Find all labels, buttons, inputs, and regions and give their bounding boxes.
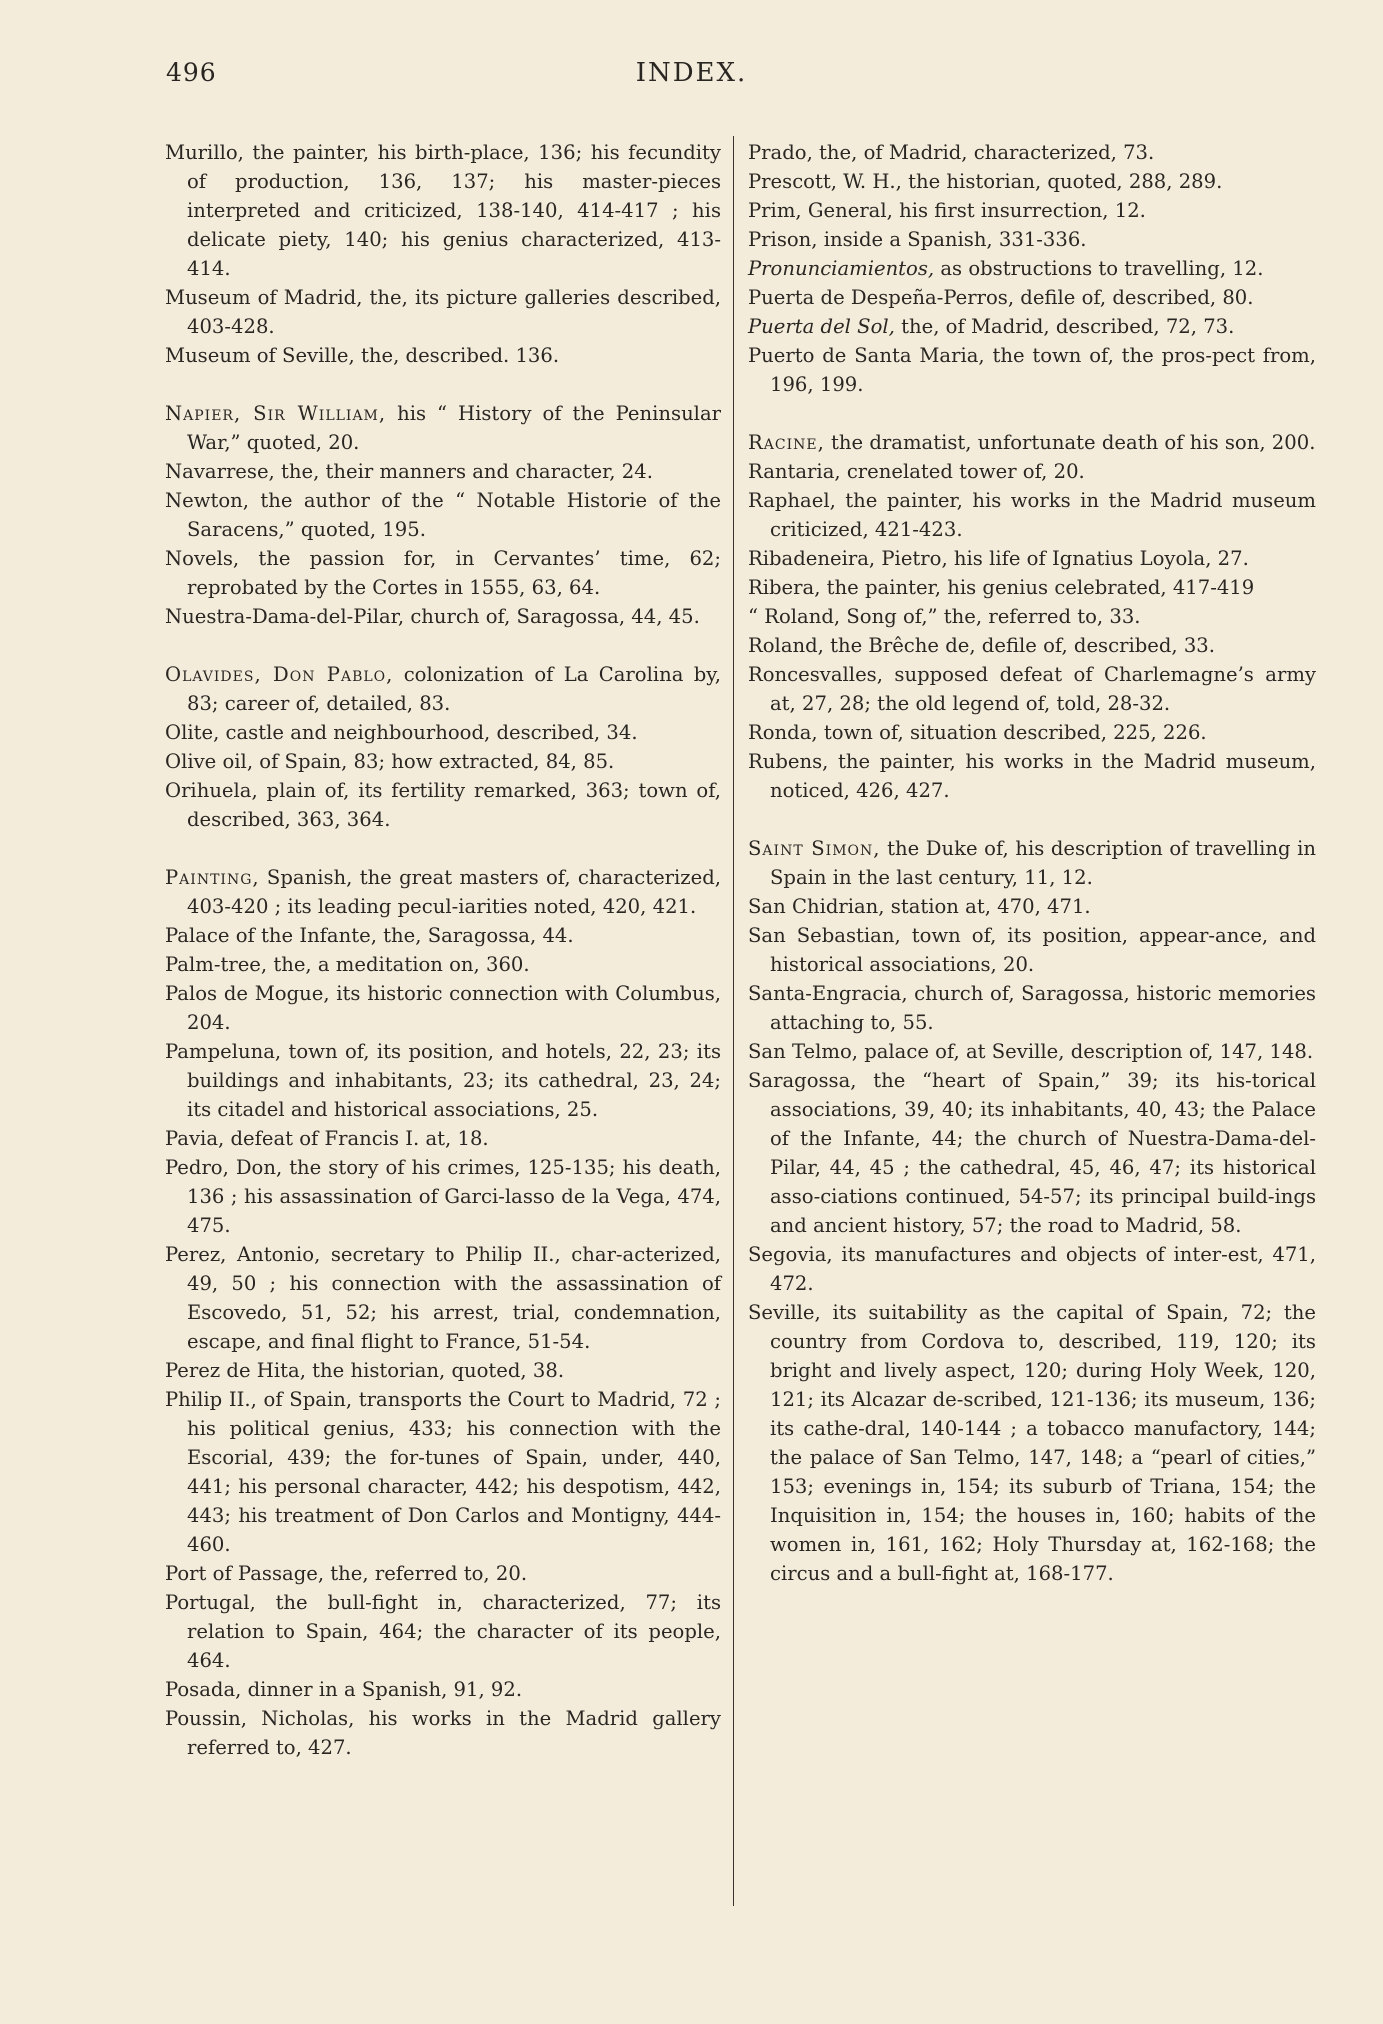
entry-text: the, of Madrid, described, 72, 73. [894,315,1235,338]
index-entry [748,1066,1316,1240]
entry-text: colonization of La Carolina by, 83; career of, detailed, 83. [187,663,721,715]
entry-text: Puerto de Santa Maria, the town of, the pros-pect from, 196, 199. [748,344,1316,396]
column-divider [733,136,734,1906]
entry-text: Ronda, town of, situation described, 225, 226. [748,721,1207,744]
index-entry [748,1037,1316,1066]
index-entry [748,979,1316,1037]
entry-text: “ Roland, Song of,” the, referred to, 33. [748,605,1141,628]
entry-text: Palace of the Infante, the, Saragossa, 44. [165,924,574,947]
index-entry [165,660,721,718]
index-entry [748,834,1316,892]
entry-heading: Saint Simon, [748,837,881,860]
index-entry [748,167,1316,196]
index-entry [748,921,1316,979]
index-entry [165,1385,721,1559]
entry-heading: Racine, [748,431,825,454]
entry-text: Santa-Engracia, church of, Saragossa, historic memories attaching to, 55. [748,982,1316,1034]
entry-text: San Chidrian, station at, 470, 471. [748,895,1091,918]
entry-italic-term: Pronunciamientos, [748,257,935,280]
entry-heading: Napier, Sir William, [165,402,387,425]
entry-text: Portugal, the bull-fight in, characterized, 77; its relation to Spain, 464; the character of its people, 464. [165,1591,721,1672]
index-entry [748,138,1316,167]
index-entry [748,718,1316,747]
index-entry [748,283,1316,312]
entry-heading: Olavides, Don Pablo, [165,663,394,686]
index-entry [165,399,721,457]
index-entry [165,1675,721,1704]
entry-text: Saragossa, the “heart of Spain,” 39; its his-torical associations, 39, 40; its inhabitants, 40, 43; the Palace of the Infante, 44; the church of Nuestra-Dama-del-Pilar, 44, 45 ; the cathedral, 45, 46, 47; its historical asso-ciations continued, 54-57; its principal build-ings and ancient history, 57; the road to Madrid, 58. [748,1069,1316,1237]
entry-text: Perez de Hita, the historian, quoted, 38. [165,1359,565,1382]
index-entry [165,979,721,1037]
entry-text: Orihuela, plain of, its fertility remarked, 363; town of, described, 363, 364. [165,779,721,831]
entry-text: Ribadeneira, Pietro, his life of Ignatius Loyola, 27. [748,547,1249,570]
index-column-left [165,138,721,1762]
index-entry [165,1704,721,1762]
entry-text: Museum of Madrid, the, its picture galleries described, 403-428. [165,286,721,338]
index-entry [165,602,721,631]
index-entry [748,428,1316,457]
entry-text: Posada, dinner in a Spanish, 91, 92. [165,1678,523,1701]
index-entry [748,747,1316,805]
index-entry [165,950,721,979]
index-entry [165,544,721,602]
entry-text: Port of Passage, the, referred to, 20. [165,1562,528,1585]
entry-text: Pampeluna, town of, its position, and hotels, 22, 23; its buildings and inhabitants, 23; its cathedral, 23, 24; its citadel and historical associations, 25. [165,1040,721,1121]
entry-text: Seville, its suitability as the capital of Spain, 72; the country from Cordova to, described, 119, 120; its bright and lively aspect, 120; during Holy Week, 120, 121; its Alcazar de-scribed, 121-136; its museum, 136; its cathe-dral, 140-144 ; a tobacco manufactory, 144; the palace of San Telmo, 147, 148; a “pearl of cities,” 153; evenings in, 154; its suburb of Triana, 154; the Inquisition in, 154; the houses in, 160; habits of the women in, 161, 162; Holy Thursday at, 162-168; the circus and a bull-fight at, 168-177. [748,1301,1316,1585]
index-entry [748,544,1316,573]
index-entry [165,457,721,486]
entry-text: Puerta de Despeña-Perros, defile of, described, 80. [748,286,1254,309]
index-entry [165,747,721,776]
entry-text: Ribera, the painter, his genius celebrated, 417-419 [748,576,1255,599]
entry-text: Pavia, defeat of Francis I. at, 18. [165,1127,489,1150]
entry-text: Poussin, Nicholas, his works in the Madrid gallery referred to, 427. [165,1707,721,1759]
index-entry [165,921,721,950]
page-number: 496 [166,58,217,87]
entry-text: Murillo, the painter, his birth-place, 136; his fecundity of production, 136, 137; his master-pieces interpreted and criticized, 138-140, 414-417 ; his delicate piety, 140; his genius characterized, 413-414. [165,141,721,280]
page-title: INDEX. [635,58,748,88]
entry-text: Spanish, the great masters of, characterized, 403-420 ; its leading pecul-iarities noted, 420, 421. [187,866,721,918]
index-entry [748,1298,1316,1588]
entry-text: Museum of Seville, the, described. 136. [165,344,560,367]
index-entry [748,312,1316,341]
entry-text: Olive oil, of Spain, 83; how extracted, 84, 85. [165,750,615,773]
entry-text: Rantaria, crenelated tower of, 20. [748,460,1085,483]
index-column-right [748,138,1316,1588]
index-entry [165,1037,721,1124]
entry-text: Palos de Mogue, its historic connection with Columbus, 204. [165,982,721,1034]
entry-text: Prescott, W. H., the historian, quoted, 288, 289. [748,170,1223,193]
index-entry [748,892,1316,921]
entry-text: Newton, the author of the “ Notable Historie of the Saracens,” quoted, 195. [165,489,721,541]
entry-text: Navarrese, the, their manners and character, 24. [165,460,653,483]
entry-heading: Painting, [165,866,260,889]
entry-text: his “ History of the Peninsular War,” quoted, 20. [187,402,721,454]
index-entry [165,341,721,370]
entry-text: San Telmo, palace of, at Seville, description of, 147, 148. [748,1040,1314,1063]
index-entry [748,631,1316,660]
entry-text: the dramatist, unfortunate death of his son, 200. [824,431,1316,454]
index-entry [165,1124,721,1153]
entry-text: Roncesvalles, supposed defeat of Charlemagne’s army at, 27, 28; the old legend of, told, 28-32. [748,663,1316,715]
entry-italic-term: Puerta del Sol, [748,315,895,338]
entry-text: Pedro, Don, the story of his crimes, 125-135; his death, 136 ; his assassination of Garci-lasso de la Vega, 474, 475. [165,1156,721,1237]
entry-text: San Sebastian, town of, its position, appear-ance, and historical associations, 20. [748,924,1316,976]
index-entry [165,1153,721,1240]
entry-text: Philip II., of Spain, transports the Court to Madrid, 72 ; his political genius, 433; his connection with the Escorial, 439; the for-tunes of Spain, under, 440, 441; his personal character, 442; his despotism, 442, 443; his treatment of Don Carlos and Montigny, 444-460. [165,1388,721,1556]
entry-text: Prado, the, of Madrid, characterized, 73. [748,141,1155,164]
index-entry [165,1559,721,1588]
entry-text: Prison, inside a Spanish, 331-336. [748,228,1087,251]
index-entry [748,573,1316,602]
index-entry [165,1356,721,1385]
index-entry [165,863,721,921]
entry-text: Perez, Antonio, secretary to Philip II., char-acterized, 49, 50 ; his connection with the assassination of Escovedo, 51, 52; his arrest, trial, condemnation, escape, and final flight to France, 51-54. [165,1243,721,1353]
index-entry [165,486,721,544]
index-entry [748,457,1316,486]
entry-text: Novels, the passion for, in Cervantes’ time, 62; reprobated by the Cortes in 1555, 63, 64. [165,547,721,599]
entry-text: Prim, General, his first insurrection, 12. [748,199,1146,222]
index-entry [165,1240,721,1356]
index-entry [748,341,1316,399]
index-entry [165,138,721,283]
index-entry [748,254,1316,283]
index-entry [748,486,1316,544]
entry-text: Rubens, the painter, his works in the Madrid museum, noticed, 426, 427. [748,750,1316,802]
index-entry [748,225,1316,254]
index-entry [748,602,1316,631]
index-entry [748,1240,1316,1298]
index-entry [165,283,721,341]
index-entry [165,718,721,747]
index-entry [748,660,1316,718]
entry-text: Palm-tree, the, a meditation on, 360. [165,953,530,976]
index-entry [165,776,721,834]
entry-text: Nuestra-Dama-del-Pilar, church of, Saragossa, 44, 45. [165,605,700,628]
entry-text: Olite, castle and neighbourhood, described, 34. [165,721,638,744]
index-entry [748,196,1316,225]
index-entry [165,1588,721,1675]
entry-text: as obstructions to travelling, 12. [934,257,1264,280]
entry-text: the Duke of, his description of travelling in Spain in the last century, 11, 12. [770,837,1317,889]
entry-text: Segovia, its manufactures and objects of inter-est, 471, 472. [748,1243,1316,1295]
entry-text: Raphael, the painter, his works in the Madrid museum criticized, 421-423. [748,489,1316,541]
entry-text: Roland, the Brêche de, defile of, described, 33. [748,634,1216,657]
